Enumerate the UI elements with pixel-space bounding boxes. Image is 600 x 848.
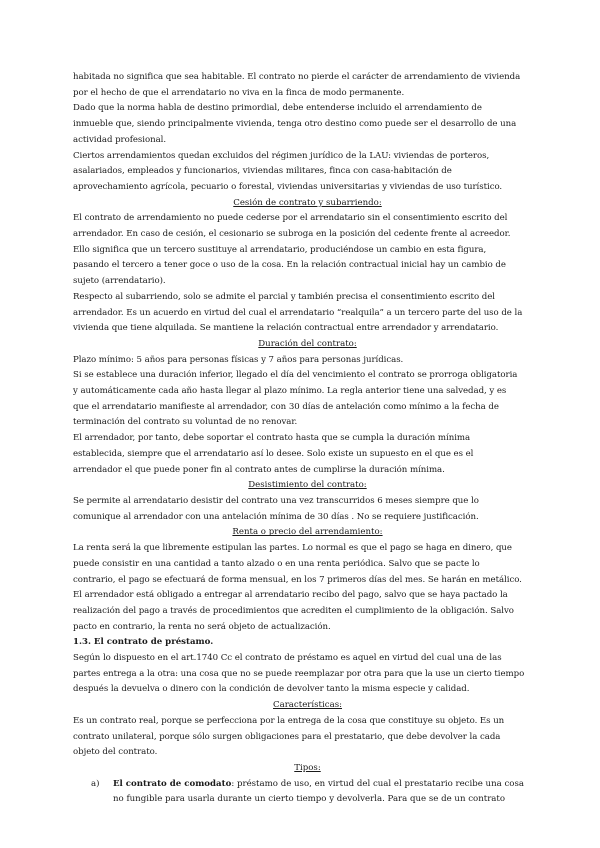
paragraph <box>73 290 523 337</box>
text-line: sujeto (arrendatario). <box>73 276 166 287</box>
list-item-text: no fungible para usarla durante un cierto tiempo y devolverla. Para que se de un contrato <box>113 794 506 805</box>
text-line: puede consistir en una cantidad a tanto alzado o en una renta periódica. Salvo que se pacte lo <box>73 558 480 569</box>
text-line: vivienda que tiene alquilada. Se mantiene la relación contractual entre arrendador y arrendatario. <box>73 323 499 334</box>
text-line: contrario, el pago se efectuará de forma mensual, en los 7 primeros días del mes. Se harán en metálico. <box>73 574 522 585</box>
text-line: El arrendador está obligado a entregar al arrendatario recibo del pago, salvo que se haya pactado la <box>73 590 508 601</box>
text-line: contrato unilateral, porque sólo surgen obligaciones para el prestatario, que debe devolver la cada <box>73 731 501 742</box>
text-line: realización del pago a través de procedimientos que acrediten el cumplimiento de la obligación. Salvo <box>73 605 514 616</box>
paragraph <box>73 494 514 525</box>
subsection-heading: Desistimiento del contrato: <box>248 480 367 491</box>
text-line: Si se establece una duración inferior, llegado el día del vencimiento el contrato se prorroga obligatoria <box>73 370 518 381</box>
subsection-heading: Renta o precio del arrendamiento: <box>232 527 383 538</box>
subsection-heading: Características: <box>273 700 342 711</box>
text-line: por el hecho de que el arrendatario no viva en la finca de modo permanente. <box>73 87 405 98</box>
subsection-heading: Duración del contrato: <box>258 338 357 349</box>
text-line: aprovechamiento agrícola, pecuario o forestal, viviendas universitarias y viviendas de uso turístico. <box>73 181 503 192</box>
text-line: después la devuelva o dinero con la condición de devolver tanto la misma especie y calidad. <box>73 684 470 695</box>
text-line: Ello significa que un tercero sustituye al arrendatario, produciéndose un cambio en esta figura, <box>73 244 487 255</box>
text-line: Respecto al subarriendo, solo se admite el parcial y también precisa el consentimiento escrito del <box>73 291 495 302</box>
text-line: establecida, siempre que el arrendatario así lo desee. Solo existe un supuesto en el que es el <box>73 448 474 459</box>
subsection-heading: Tipos: <box>294 762 321 773</box>
text-line: Es un contrato real, porque se perfecciona por la entrega de la cosa que constituye su objeto. Es un <box>73 715 505 726</box>
text-line <box>113 792 524 808</box>
paragraph <box>73 431 514 478</box>
text-line: Plazo mínimo: 5 años para personas físicas y 7 años para personas jurídicas. <box>73 354 404 365</box>
paragraph <box>73 101 517 148</box>
text-line <box>113 777 524 793</box>
text-line: Dado que la norma habla de destino primordial, debe entenderse incluido el arrendamiento de <box>73 103 482 114</box>
paragraph <box>73 714 514 761</box>
text-line: partes entrega a la otra: una cosa que no se puede reemplazar por otra para que la use un cierto tiempo <box>73 668 525 679</box>
text-line: asalariados, empleados y funcionarios, viviendas militares, finca con casa-habitación de <box>73 166 452 177</box>
text-line: comunique al arrendador con una antelación mínima de 30 días . No se requiere justificación. <box>73 511 479 522</box>
text-line: y automáticamente cada año hasta llegar al plazo mínimo. La regla anterior tiene una salvedad, y es <box>73 386 507 397</box>
list-marker: a) <box>91 778 100 789</box>
text-line: arrendador el que puede poner fin al contrato antes de cumplirse la duración mínima. <box>73 464 445 475</box>
text-line: actividad profesional. <box>73 134 167 145</box>
paragraph <box>73 211 514 290</box>
text-line: objeto del contrato. <box>73 747 158 758</box>
text-line: pacto en contrario, la renta no será objeto de actualización. <box>73 621 331 632</box>
paragraph <box>73 651 525 698</box>
paragraph <box>73 149 514 196</box>
list-item <box>73 777 525 808</box>
text-line: que el arrendatario manifieste al arrendador, con 30 días de antelación como mínimo a la fecha de <box>73 401 499 412</box>
text-line: El arrendador, por tanto, debe soportar el contrato hasta que se cumpla la duración mínima <box>73 433 471 444</box>
text-line: La renta será la que libremente estipulan las partes. Lo normal es que el pago se haga en dinero, que <box>73 543 512 554</box>
text-line: El contrato de arrendamiento no puede cederse por el arrendatario sin el consentimiento escrito del <box>73 213 508 224</box>
paragraph <box>73 353 514 369</box>
text-line: Se permite al arrendatario desistir del contrato una vez transcurridos 6 meses siempre que lo <box>73 495 479 506</box>
paragraph <box>73 70 521 101</box>
text-line: habitada no significa que sea habitable. El contrato no pierde el carácter de arrendamiento de vivienda <box>73 72 521 82</box>
text-line: arrendador. Es un acuerdo en virtud del cual el arrendatario “realquila” a un tercero parte del uso de la <box>73 307 523 318</box>
paragraph <box>73 368 518 431</box>
paragraph <box>73 541 522 588</box>
paragraph <box>73 588 514 635</box>
text-line: arrendador. En caso de cesión, el cesionario se subroga en la posición del cedente frente al acreedor. <box>73 229 511 240</box>
text-line: pasando el tercero a tener goce o uso de la cosa. En la relación contractual inicial hay un cambio de <box>73 260 506 271</box>
text-line: terminación del contrato su voluntad de no renovar. <box>73 417 298 428</box>
text-line: inmueble que, siendo principalmente vivienda, tenga otro destino como puede ser el desarrollo de una <box>73 119 517 130</box>
text-line: Ciertos arrendamientos quedan excluidos del régimen jurídico de la LAU: viviendas de porteros, <box>73 150 490 161</box>
section-title: 1.3. El contrato de préstamo. <box>73 637 214 648</box>
subsection-heading: Cesión de contrato y subarriendo: <box>233 197 382 208</box>
text-line: Según lo dispuesto en el art.1740 Cc el contrato de préstamo es aquel en virtud del cual una de las <box>73 653 502 664</box>
list-item-text: : préstamo de uso, en virtud del cual el prestatario recibe una cosa <box>231 778 525 789</box>
list-item-term: El contrato de comodato <box>113 778 232 789</box>
